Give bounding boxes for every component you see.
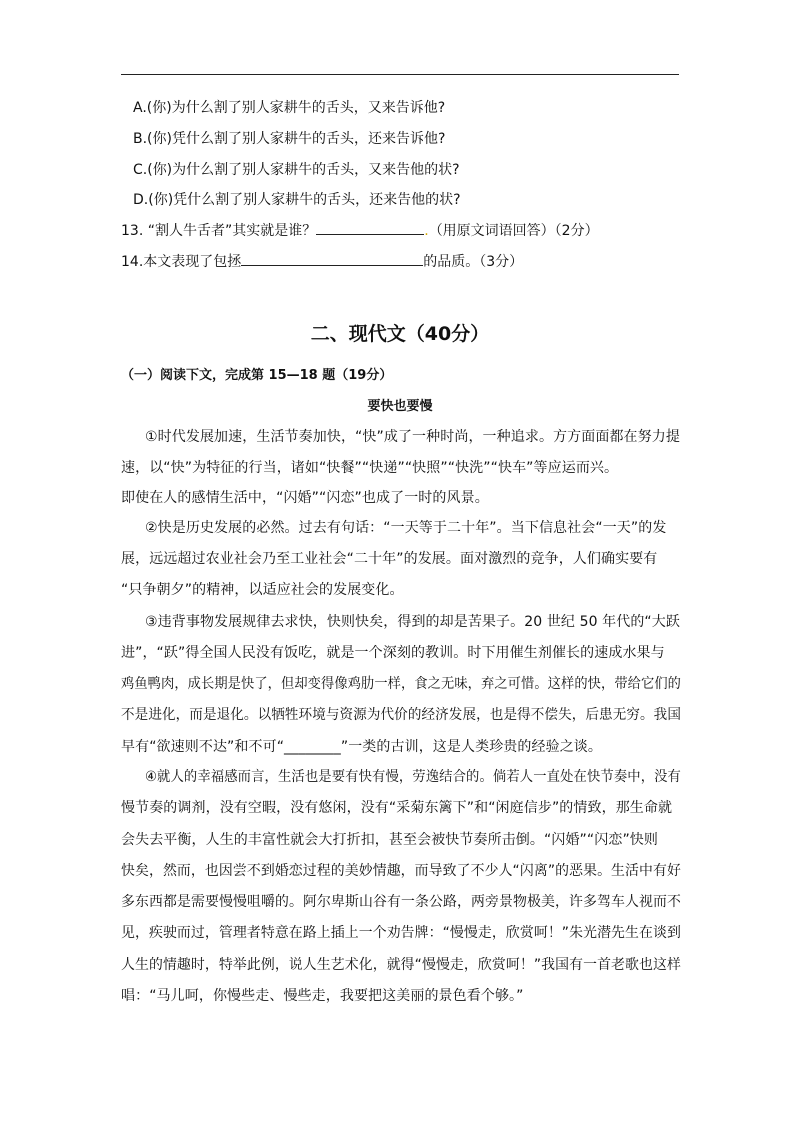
question-13-prompt: 13. “割人牛舌者”其实就是谁？: [121, 223, 317, 239]
paragraph-line: 不是进化，而是退化。以牺牲环境与资源为代价的经济发展，也是得不偿失，后患无穷。我国: [121, 707, 682, 723]
paragraph-line: “只争朝夕”的精神，以适应社会的发展变化。: [121, 582, 404, 598]
paragraph-line: ②快是历史发展的必然。过去有句话：“一天等于二十年”。当下信息社会“一天”的发: [145, 520, 667, 536]
reading-instruction: （一）阅读下文，完成第 15—18 题（19分）: [121, 368, 393, 383]
paragraph-line: 快矣，然而，也因尝不到婚恋过程的美妙情趣，而导致了不少人“闪离”的恶果。生活中有好: [121, 863, 681, 879]
paragraph-line: 展，远远超过农业社会乃至工业社会“二十年”的发展。面对激烈的竞争，人们确实要有: [121, 551, 658, 567]
paragraph-line: 早有“欲速则不达”和不可“________”一类的古训，这是人类珍贵的经验之谈。: [121, 739, 603, 755]
paragraph-line: 慢节奏的调剂，没有空暇，没有悠闲，没有“采菊东篱下”和“闲庭信步”的情致，那生命就: [121, 800, 673, 816]
paragraph-line: 唱：“马儿呵，你慢些走、慢些走，我要把这美丽的景色看个够。”: [121, 988, 524, 1004]
question-14-prompt: 14.本文表现了包拯: [121, 254, 242, 270]
answer-blank-14[interactable]: [241, 251, 423, 266]
paragraph-line: 进”，“跃”得全国人民没有饭吃，就是一个深刻的教训。时下用催生剂催长的速成水果与: [121, 645, 665, 661]
paragraph-line: 会失去平衡，人生的丰富性就会大打折扣，甚至会被快节奏所击倒。“闪婚”“闪恋”快则: [121, 832, 659, 848]
option-a: A.(你)为什么割了别人家耕牛的舌头，又来告诉他?: [133, 100, 446, 116]
question-13: [121, 220, 599, 241]
option-b: B.(你)凭什么割了别人家耕牛的舌头，还来告诉他?: [133, 131, 446, 147]
header-rule: [121, 74, 679, 75]
question-14: [121, 251, 523, 272]
paragraph-line: 见，疾驶而过，管理者特意在路上插上一个劝告牌：“慢慢走，欣赏呵！”朱光潜先生在谈到: [121, 925, 681, 941]
article-title: 要快也要慢: [367, 399, 433, 414]
answer-blank-13[interactable]: [316, 220, 424, 235]
paragraph-line: 速，以“快”为特征的行当，诸如“快餐”“快递”“快照”“快洗”“快车”等应运而兴。: [121, 460, 619, 476]
question-13-note: （用原文词语回答）（2分）: [428, 223, 599, 239]
paragraph-line: ④就人的幸福感而言，生活也是要有快有慢，劳逸结合的。倘若人一直处在快节奏中，没有: [145, 769, 682, 785]
question-13-mark: .: [424, 223, 429, 239]
paragraph-line: ③违背事物发展规律去求快，快则快矣，得到的却是苦果子。20 世纪 50 年代的“大跃: [145, 614, 680, 630]
paragraph-line: 即使在人的感情生活中，“闪婚”“闪恋”也成了一时的风景。: [121, 490, 489, 506]
question-14-note: 的品质。（3分）: [423, 254, 524, 270]
section-title: 二、现代文（40分）: [310, 323, 490, 345]
paragraph-line: 人生的情趣时，特举此例，说人生艺术化，就得“慢慢走，欣赏呵！”我国有一首老歌也这样: [121, 957, 681, 973]
paragraph-line: 多东西都是需要慢慢咀嚼的。阿尔卑斯山谷有一条公路，两旁景物极美，许多驾车人视而不: [121, 894, 681, 910]
paragraph-line: ①时代发展加速，生活节奏加快，“快”成了一种时尚，一种追求。方方面面都在努力提: [145, 429, 680, 445]
option-c: C.(你)为什么割了别人家耕牛的舌头，又来告他的状?: [133, 162, 460, 178]
paragraph-line: 鸡鱼鸭肉，成长期是快了，但却变得像鸡肋一样，食之无味，弃之可惜。这样的快，带给它们的: [121, 676, 681, 692]
option-d: D.(你)凭什么割了别人家耕牛的舌头，还来告他的状?: [133, 192, 461, 208]
